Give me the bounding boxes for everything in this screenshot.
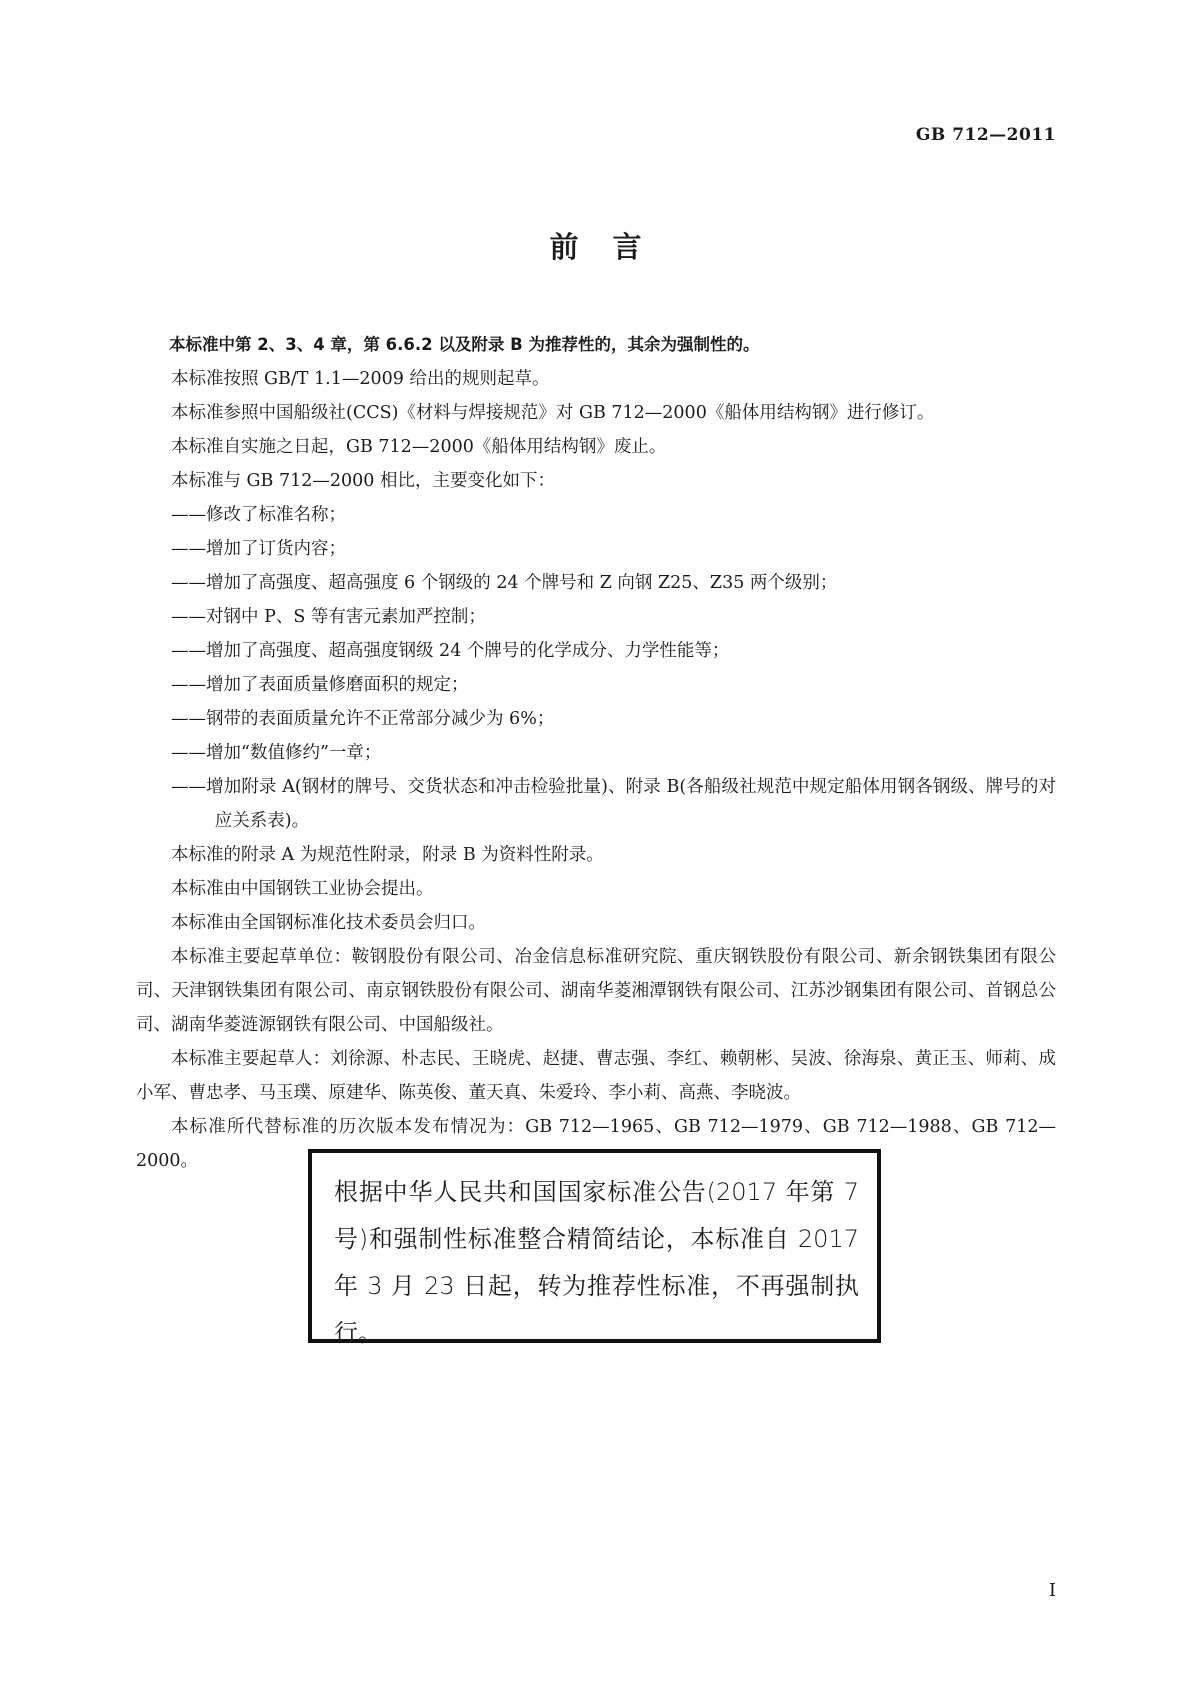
paragraph-recommended-clauses: 本标准中第 2、3、4 章，第 6.6.2 以及附录 B 为推荐性的，其余为强制性的。: [169, 335, 760, 354]
change-item: ——修改了标准名称；: [171, 505, 346, 525]
change-item: ——钢带的表面质量允许不正常部分减少为 6%；: [171, 709, 555, 729]
notice-box: 根据中华人民共和国国家标准公告(2017 年第 7 号)和强制性标准整合精简结论，本标准自 2017 年 3 月 23 日起，转为推荐性标准，不再强制执行。: [308, 1149, 881, 1343]
paragraph-changes-intro: 本标准与 GB 712—2000 相比，主要变化如下：: [171, 471, 555, 491]
change-item: ——增加了表面质量修磨面积的规定；: [171, 675, 469, 695]
paragraph-drafting-units: 本标准主要起草单位：鞍钢股份有限公司、冶金信息标准研究院、重庆钢铁股份有限公司、新余钢铁集团有限公司、天津钢铁集团有限公司、南京钢铁股份有限公司、湖南华菱湘潭钢铁有限公司、江苏沙钢集团有限公司、首钢总公司、湖南华菱涟源钢铁有限公司、中国船级社。: [136, 947, 1056, 1035]
change-item: ——增加附录 A(钢材的牌号、交货状态和冲击检验批量)、附录 B(各船级社规范中规定船体用钢各钢级、牌号的对应关系表)。: [171, 777, 1056, 831]
change-item: ——增加了订货内容；: [171, 539, 346, 559]
change-item: ——增加“数值修约”一章；: [171, 743, 382, 763]
paragraph-annexes: 本标准的附录 A 为规范性附录，附录 B 为资料性附录。: [171, 845, 604, 865]
foreword-body: [136, 328, 1056, 1178]
change-item: ——增加了高强度、超高强度钢级 24 个牌号的化学成分、力学性能等；: [171, 641, 730, 661]
paragraph-committee: 本标准由全国钢标准化技术委员会归口。: [171, 913, 486, 933]
paragraph-replacement: 本标准自实施之日起，GB 712—2000《船体用结构钢》废止。: [171, 437, 667, 457]
paragraph-drafters: 本标准主要起草人：刘徐源、朴志民、王晓虎、赵捷、曹志强、李红、赖朝彬、吴波、徐海泉、黄正玉、师莉、成小军、曹忠孝、马玉璞、原建华、陈英俊、董天真、朱爱玲、李小莉、高燕、李晓波。: [136, 1049, 1056, 1103]
paragraph-drafting-rules: 本标准按照 GB/T 1.1—2009 给出的规则起草。: [171, 369, 550, 389]
change-item: ——对钢中 P、S 等有害元素加严控制；: [171, 607, 486, 627]
paragraph-proposer: 本标准由中国钢铁工业协会提出。: [171, 879, 434, 899]
page-title: 前言: [549, 230, 676, 264]
standard-code: GB 712—2011: [915, 125, 1056, 145]
page-number: I: [1048, 1580, 1056, 1601]
change-item: ——增加了高强度、超高强度 6 个钢级的 24 个牌号和 Z 向钢 Z25、Z35 两个级别；: [171, 573, 838, 593]
paragraph-reference: 本标准参照中国船级社(CCS)《材料与焊接规范》对 GB 712—2000《船体用结构钢》进行修订。: [171, 403, 935, 423]
paragraph-history: 本标准所代替标准的历次版本发布情况为：GB 712—1965、GB 712—1979、GB 712—1988、GB 712—2000。: [136, 1117, 1056, 1171]
